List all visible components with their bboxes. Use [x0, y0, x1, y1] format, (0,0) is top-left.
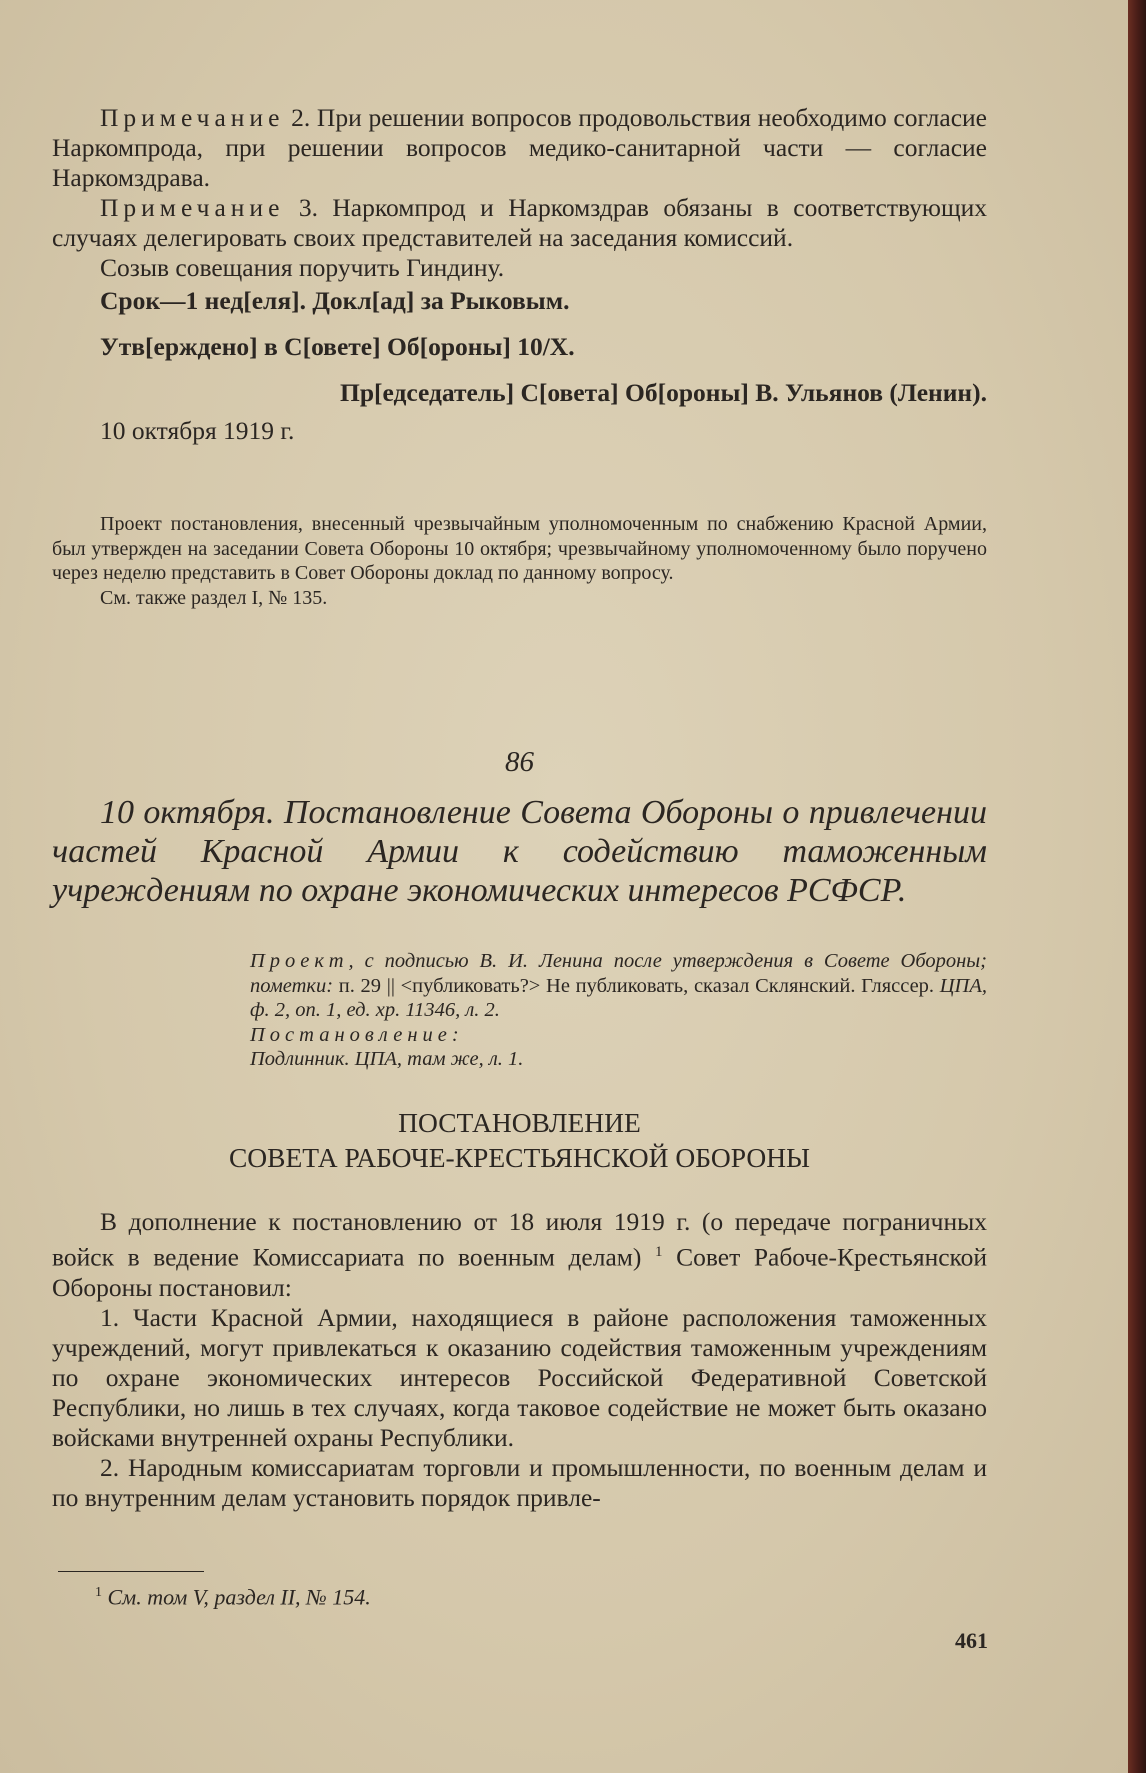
- approved-line: Утв[ерждено] в С[овете] Об[ороны] 10/X.: [100, 332, 575, 361]
- book-binding-edge: [1128, 0, 1146, 1773]
- footnote-ref: 1: [655, 1244, 663, 1260]
- source-resolution-text: Подлинник. ЦПА, там же, л. 1.: [250, 1048, 524, 1070]
- source-draft-archive: ЦПА, ф. 2, оп. 1, ед. хр. 11346, л. 2.: [250, 974, 987, 1021]
- note-2: [52, 103, 987, 193]
- chairman-signature: Пр[едседатель] С[овета] Об[ороны] В. Ульянов (Ленин).: [339, 378, 987, 407]
- footnote-rule: [58, 1571, 204, 1572]
- note-2-text: 2. При решении вопросов продовольствия необходимо согласие Наркомпрода, при решении вопросов медико-санитарной части — согласие Наркомздрава.: [52, 103, 987, 192]
- source-draft-label: Проект: [250, 950, 349, 972]
- item-2: 2. Народным комиссариатам торговли и промышленности, по военным делам и по внутренним делам установить порядок привле-: [52, 1452, 987, 1512]
- footnote: [95, 1581, 371, 1610]
- note-2-label: Примечание: [100, 103, 285, 132]
- commentary-text: Проект постановления, внесенный чрезвычайным уполномоченным по снабжению Красной Армии, был утвержден на заседании Совета Обороны 10 октября; чрезвычайному уполномоченному было поручено через неделю представить в Совет Обороны доклад по данному вопросу.: [52, 513, 987, 584]
- title-line-1: ПОСТАНОВЛЕНИЕ: [398, 1107, 641, 1138]
- footnote-mark: 1: [95, 1585, 102, 1600]
- source-draft-notes: п. 29 || <публиковать?> Не публиковать, сказал Склянский. Гляссер.: [333, 974, 935, 997]
- resolution-body: [52, 1207, 987, 1513]
- page-number: 461: [955, 1628, 988, 1653]
- source-resolution-label: Постановление:: [250, 1023, 464, 1046]
- source-draft-desc: , с подписью В. И. Ленина после утверждения в Совете Обороны; пометки:: [250, 950, 987, 997]
- title-line-2: СОВЕТА РАБОЧЕ-КРЕСТЬЯНСКОЙ ОБОРОНЫ: [228, 1142, 811, 1173]
- note-3: [52, 193, 987, 253]
- deadline-line: Срок—1 нед[еля]. Докл[ад] за Рыковым.: [100, 286, 570, 315]
- convene-line: Созыв совещания поручить Гиндину.: [100, 253, 505, 282]
- signature-date: 10 октября 1919 г.: [100, 416, 295, 445]
- intro-paragraph: [52, 1207, 987, 1303]
- source-draft: [250, 949, 987, 1023]
- document-number: 86: [505, 746, 534, 778]
- document-heading: 10 октября. Постановление Совета Обороны о привлечении частей Красной Армии к содействию таможенным учреждениям по охране экономических интересов РСФСР.: [52, 794, 987, 909]
- intro-end: Совет Рабоче-Крестьянской Обороны постановил:: [52, 1242, 988, 1302]
- editorial-commentary: [52, 512, 987, 610]
- archival-sources: [250, 949, 987, 1072]
- document-header: [52, 746, 987, 910]
- note-3-label: Примечание: [100, 193, 285, 222]
- intro-text: В дополнение к постановлению от 18 июля 1919 г. (о передаче пограничных войск в ведение Комиссариата по военным делам): [52, 1207, 987, 1272]
- resolution-title: [52, 1105, 987, 1175]
- item-1: 1. Части Красной Армии, находящиеся в районе расположения таможенных учреждений, могут привлекаться к оказанию содействия таможенным учреждениям по охране экономических интересов Российской Федеративной Советской Республики, но лишь в тех случаях, когда таковое содействие не может быть оказано войсками внутренней охраны Республики.: [52, 1302, 987, 1452]
- top-section: [52, 103, 987, 446]
- footnote-text: См. том V, раздел II, № 154.: [107, 1584, 371, 1610]
- note-3-text: 3. Наркомпрод и Наркомздрав обязаны в соответствующих случаях делегировать своих представителей на заседания комиссий.: [52, 193, 987, 252]
- see-also: См. также раздел I, № 135.: [100, 586, 328, 609]
